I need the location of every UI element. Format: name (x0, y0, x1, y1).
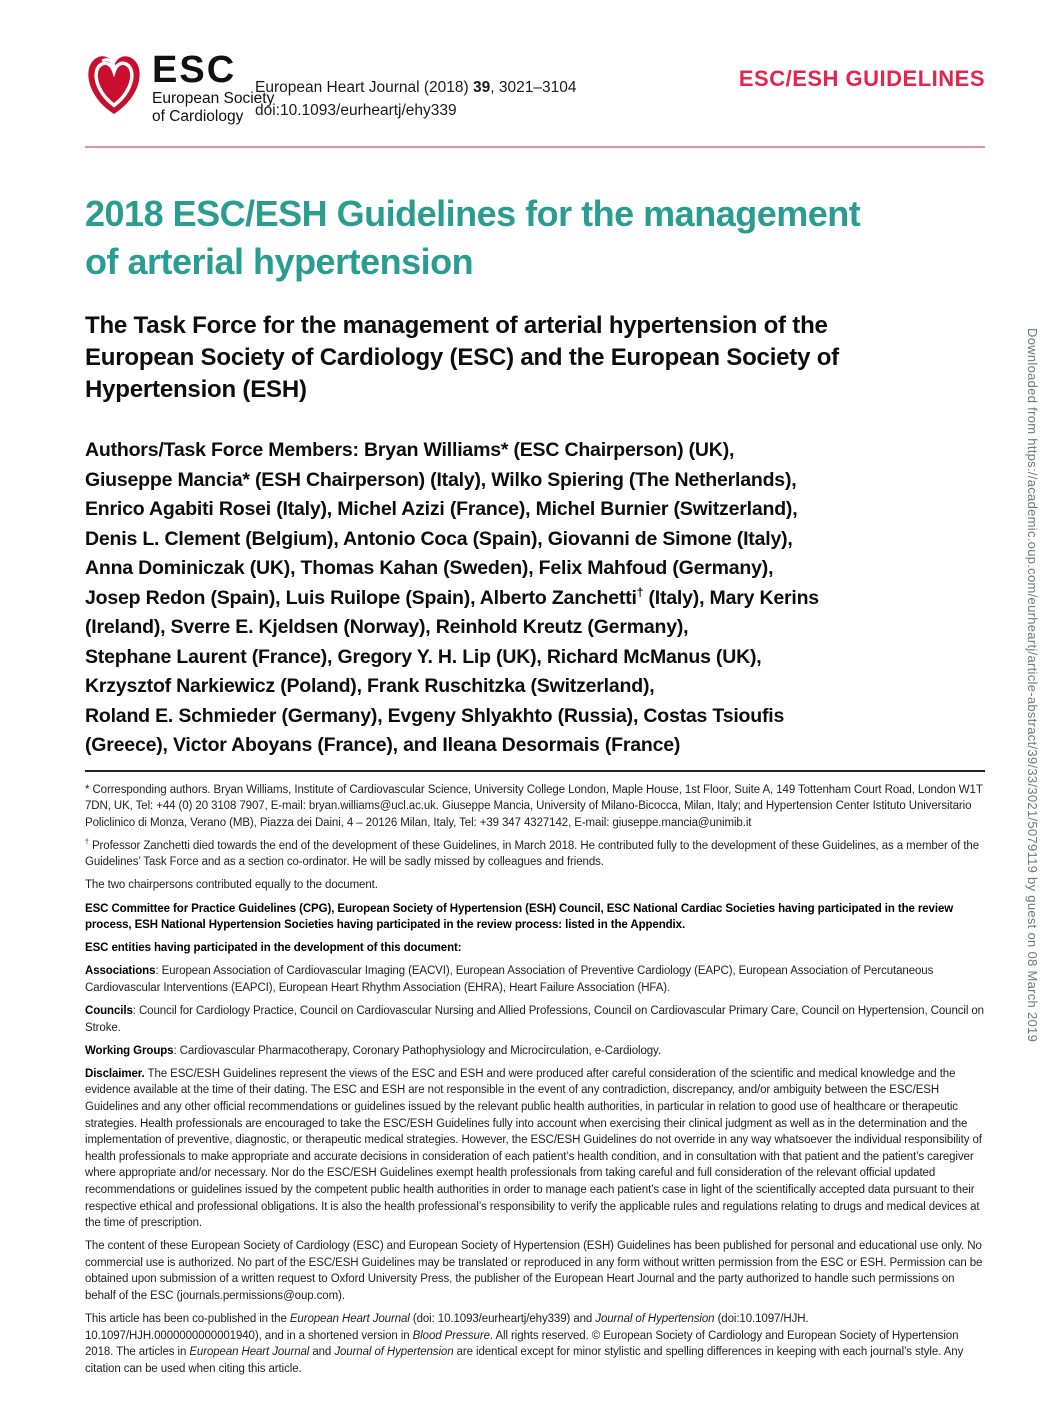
footnote-paragraph (85, 963, 985, 996)
esc-acronym: ESC (152, 49, 237, 91)
text-segment: Anna Dominiczak (UK), Thomas Kahan (Sweden), Felix Mahfoud (Germany), (85, 557, 774, 579)
citation-line (255, 76, 576, 99)
text-segment: Giuseppe Mancia* (ESH Chairperson) (Italy), Wilko Spiering (The Netherlands), (85, 468, 797, 491)
text-segment: are identical except for minor stylistic and spelling differences in keeping with each journal’s style. Any citation can be used when citing this article. (85, 1346, 964, 1375)
text-segment: Associations (85, 965, 156, 978)
text-segment: The two chairpersons contributed equally to the document. (85, 879, 378, 892)
text-segment: Enrico Agabiti Rosei (Italy), Michel Azizi (France), Michel Burnier (Switzerland), (85, 498, 798, 520)
footnote-paragraph (85, 1043, 985, 1060)
authors-divider (85, 770, 985, 772)
page-title (85, 190, 985, 286)
text-segment: Roland E. Schmieder (Germany), Evgeny Shlyakhto (Russia), Costas Tsioufis (85, 704, 785, 727)
text-segment: The ESC/ESH Guidelines represent the views of the ESC and ESH and were produced after careful consideration of the scientific and medical knowledge and the evidence available at the time of their dating. The ESC and ESH are not responsible in the event of any contradiction, discrepancy, and/or ambiguity between the ESC/ESH Guidelines and any other official recommendations or guidelines issued by the relevant public health authorities, in particular in relation to good use of healthcare or therapeutic strategies. Health professionals are encouraged to take the ESC/ESH Guidelines fully into account when exercising their clinical judgment as well as in the determination and the implementation of preventive, diagnostic, or therapeutic medical strategies. However, the ESC/ESH Guidelines do not override in any way whatsoever the individual responsibility of health professionals to make appropriate and accurate decisions in consideration of each patient’s health condition, and in consultation with that patient and the patient’s caregiver where appropriate and/or necessary. Nor do the ESC/ESH Guidelines exempt health professionals from taking careful and full consideration of the relevant official updated recommendations or guidelines issued by the competent public health authorities in order to manage each patient’s case in light of the scientifically accepted data pursuant to their respective ethical and professional obligations. It is also the health professional’s responsibility to verify the applicable rules and regulations relating to drugs and medical devices at the time of prescription. (85, 1067, 982, 1230)
text-segment: Stephane Laurent (France), Gregory Y. H. Lip (UK), Richard McManus (UK), (85, 645, 762, 668)
text-segment: European Society of Cardiology (ESC) and the European Society of (85, 344, 839, 371)
text-segment: ESC entities having participated in the development of this document: (85, 942, 462, 955)
text-segment: Denis L. Clement (Belgium), Antonio Coca (Spain), Giovanni de Simone (Italy), (85, 527, 793, 550)
footnote-paragraph (85, 1066, 985, 1232)
text-line (85, 190, 985, 238)
text-segment: : Council for Cardiology Practice, Council on Cardiovascular Nursing and Allied Professions, Council on Cardiovascular Primary Care, Council on Hypertension, Council on Stroke. (85, 1005, 984, 1034)
footnote-paragraph (85, 877, 985, 894)
text-line (85, 342, 985, 374)
text-line (85, 584, 985, 614)
download-watermark: Downloaded from https://academic.oup.com/eurheartj/article-abstract/39/33/3021/5079119 by guest on 08 March 2019 (1025, 328, 1040, 1043)
text-segment: and (309, 1346, 335, 1359)
authors-paragraph (85, 436, 985, 761)
text-segment: . All rights reserved. © European Society of Cardiology and European Society of Hypertension 2018. The articles in (85, 1329, 959, 1359)
text-line (85, 466, 985, 496)
text-segment: ESC Committee for Practice Guidelines (CPG), European Society of Hypertension (ESH) Council, ESC National Cardiac Societies having participated in the review process, ESH National Hypertension Societies having participated in the review process: listed in the Appendix. (85, 902, 954, 932)
text-segment: * Corresponding authors. Bryan Williams, Institute of Cardiovascular Science, University College London, Maple House, 1st Floor, Suite A, 149 Tottenham Court Road, London W1T 7DN, UK, Tel: +44 (0) 20 3108 7907, E-mail: bryan.williams@ucl.ac.uk. Giuseppe Mancia, University of Milano-Bicocca, Milan, Italy; and Hypertension Center Istituto Universitario Policlinico di Monza, Verano (MB), Piazza dei Daini, 4 – 20126 Milan, Italy, Tel: +39 347 4327142, E-mail: giuseppe.mancia@unimib.it (85, 783, 983, 829)
text-segment: This article has been co-published in the (85, 1313, 290, 1326)
text-line (85, 731, 985, 761)
text-line (85, 643, 985, 673)
footnote-paragraph (85, 838, 985, 871)
esc-heart-icon (85, 50, 143, 120)
text-line (85, 374, 985, 406)
footnote-paragraph (85, 782, 985, 832)
text-segment: (Ireland), Sverre E. Kjeldsen (Norway), Reinhold Kreutz (Germany), (85, 616, 689, 638)
text-segment: Professor Zanchetti died towards the end of the development of these Guidelines, in March 2018. He contributed fully to the development of these Guidelines, as a member of the Guidelines’ Task Force and as a section co-ordinator. He will be sadly missed by colleagues and friends. (85, 839, 980, 869)
text-segment: European Heart Journal (189, 1346, 310, 1359)
text-line (85, 436, 985, 466)
header-rule (85, 146, 985, 148)
citation-pages: , 3021–3104 (490, 79, 577, 96)
text-line (85, 310, 985, 342)
text-segment: Working Groups (85, 1044, 174, 1057)
journal-header (85, 50, 985, 130)
footnote-paragraph (85, 940, 985, 957)
text-segment: (Greece), Victor Aboyans (France), and Ileana Desormais (France) (85, 734, 681, 756)
text-segment: † (85, 837, 89, 846)
text-segment: : European Association of Cardiovascular Imaging (EACVI), European Association of Preventive Cardiology (EAPC), European Association of Percutaneous Cardiovascular Interventions (EAPCI), European Heart Rhythm Association (EHRA), Heart Failure Association (HFA). (85, 965, 934, 994)
text-segment: European Heart Journal (289, 1313, 410, 1326)
text-line (85, 495, 985, 525)
text-segment: Josep Redon (Spain), Luis Ruilope (Spain), Alberto Zanchetti (85, 586, 637, 609)
text-segment: (doi:10.1097/HJH. 10.1097/HJH.0000000000001940), and in a shortened version in (85, 1313, 809, 1342)
text-segment: Journal of Hypertension (334, 1346, 454, 1359)
text-segment: 2018 ESC/ESH Guidelines for the management (85, 193, 861, 234)
text-segment: (Italy), Mary Kerins (643, 586, 819, 609)
text-segment: Disclaimer. (85, 1067, 145, 1080)
text-segment: The Task Force for the management of arterial hypertension of the (85, 312, 828, 339)
text-segment: : Cardiovascular Pharmacotherapy, Coronary Pathophysiology and Microcirculation, e-Cardiology. (173, 1044, 661, 1057)
citation-doi: doi:10.1093/eurheartj/ehy339 (255, 102, 457, 119)
text-segment: Hypertension (ESH) (85, 376, 307, 403)
journal-citation (255, 76, 576, 122)
text-segment: of arterial hypertension (85, 241, 474, 282)
guidelines-banner: ESC/ESH GUIDELINES (738, 66, 985, 91)
text-line (85, 525, 985, 555)
text-segment: † (636, 585, 644, 599)
text-line (85, 554, 985, 584)
esc-logo (85, 50, 274, 126)
citation-volume: 39 (473, 79, 491, 96)
esc-society-line2: of Cardiology (152, 108, 244, 125)
text-segment: Krzysztof Narkiewicz (Poland), Frank Ruschitzka (Switzerland), (85, 675, 655, 697)
footnote-paragraph (85, 1003, 985, 1036)
esc-society-line1: European Society (152, 90, 275, 107)
text-segment: Councils (85, 1005, 133, 1018)
text-line (85, 702, 985, 732)
text-segment: The content of these European Society of Cardiology (ESC) and European Society of Hypertension (ESH) Guidelines has been published for personal and educational use only. No commercial use is authorized. No part of the ESC/ESH Guidelines may be translated or reproduced in any form without written permission from the ESC or ESH. Permission can be obtained upon submission of a written request to Oxford University Press, the publisher of the European Heart Journal and the party authorized to handle such permissions on behalf of the ESC (journals.permissions@oup.com). (85, 1240, 983, 1303)
text-segment: Authors/Task Force Members: Bryan Williams* (ESC Chairperson) (UK), (85, 439, 735, 461)
text-line (85, 238, 985, 286)
text-line (85, 672, 985, 702)
text-segment: Blood Pressure (412, 1329, 490, 1342)
text-segment: (doi: 10.1093/eurheartj/ehy339) and (409, 1313, 596, 1326)
page-subtitle (85, 310, 985, 406)
footnote-paragraph (85, 901, 985, 934)
footnotes (85, 782, 985, 1378)
footnote-paragraph (85, 1238, 985, 1304)
text-line (85, 613, 985, 643)
citation-journal: European Heart Journal (2018) (255, 79, 473, 96)
text-segment: Journal of Hypertension (595, 1313, 715, 1326)
footnote-paragraph (85, 1311, 985, 1377)
